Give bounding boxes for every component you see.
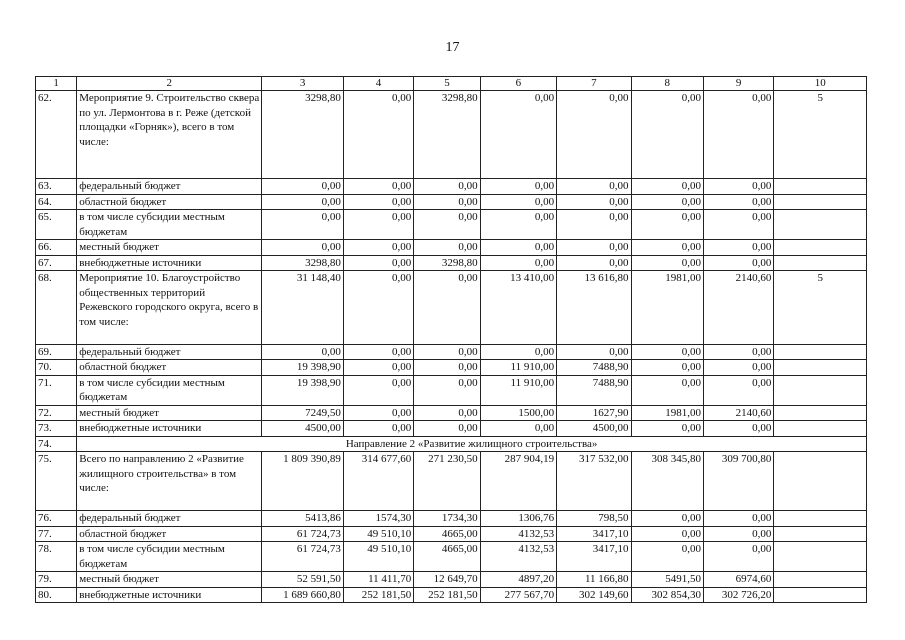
value-col-3: 61 724,73 (262, 526, 343, 542)
value-col-8: 0,00 (631, 360, 703, 376)
table-row (36, 542, 867, 572)
row-number: 78. (36, 542, 77, 572)
table-row (36, 91, 867, 179)
row-number: 62. (36, 91, 77, 179)
value-col-6: 4132,53 (480, 526, 556, 542)
row-number: 63. (36, 179, 77, 195)
value-col-10 (774, 375, 867, 405)
value-col-4: 0,00 (343, 194, 413, 210)
row-name: областной бюджет (77, 194, 262, 210)
column-number-9: 9 (703, 77, 773, 91)
value-col-8: 302 854,30 (631, 587, 703, 603)
value-col-8: 0,00 (631, 240, 703, 256)
value-col-9: 302 726,20 (703, 587, 773, 603)
value-col-5: 4665,00 (414, 542, 480, 572)
column-number-8: 8 (631, 77, 703, 91)
value-col-7: 13 616,80 (557, 271, 631, 345)
column-number-3: 3 (262, 77, 343, 91)
value-col-4: 0,00 (343, 91, 413, 179)
value-col-6: 13 410,00 (480, 271, 556, 345)
value-col-10 (774, 344, 867, 360)
direction-heading: Направление 2 «Развитие жилищного строительства» (77, 436, 867, 452)
row-name: местный бюджет (77, 240, 262, 256)
table-row (36, 344, 867, 360)
value-col-3: 31 148,40 (262, 271, 343, 345)
row-number: 67. (36, 255, 77, 271)
row-number: 77. (36, 526, 77, 542)
value-col-10: 5 (774, 271, 867, 345)
value-col-9: 0,00 (703, 179, 773, 195)
value-col-4: 0,00 (343, 271, 413, 345)
page-number: 17 (445, 40, 460, 55)
value-col-5: 0,00 (414, 210, 480, 240)
row-name: в том числе субсидии местным бюджетам (77, 210, 262, 240)
value-col-7: 798,50 (557, 511, 631, 527)
value-col-5: 252 181,50 (414, 587, 480, 603)
value-col-6: 0,00 (480, 210, 556, 240)
value-col-4: 11 411,70 (343, 572, 413, 588)
column-number-4: 4 (343, 77, 413, 91)
value-col-10 (774, 452, 867, 511)
row-name: местный бюджет (77, 405, 262, 421)
value-col-8: 0,00 (631, 255, 703, 271)
value-col-9: 0,00 (703, 194, 773, 210)
value-col-5: 12 649,70 (414, 572, 480, 588)
value-col-3: 4500,00 (262, 421, 343, 437)
value-col-3: 0,00 (262, 344, 343, 360)
value-col-10 (774, 179, 867, 195)
row-number: 73. (36, 421, 77, 437)
value-col-6: 4897,20 (480, 572, 556, 588)
row-number: 75. (36, 452, 77, 511)
value-col-8: 1981,00 (631, 405, 703, 421)
value-col-10 (774, 240, 867, 256)
table-row (36, 405, 867, 421)
value-col-9: 0,00 (703, 375, 773, 405)
value-col-9: 309 700,80 (703, 452, 773, 511)
value-col-3: 19 398,90 (262, 360, 343, 376)
value-col-5: 3298,80 (414, 91, 480, 179)
column-number-10: 10 (774, 77, 867, 91)
value-col-10 (774, 255, 867, 271)
value-col-8: 0,00 (631, 194, 703, 210)
table-row (36, 179, 867, 195)
value-col-6: 277 567,70 (480, 587, 556, 603)
value-col-9: 0,00 (703, 542, 773, 572)
table-row (36, 194, 867, 210)
value-col-6: 11 910,00 (480, 375, 556, 405)
value-col-5: 0,00 (414, 405, 480, 421)
value-col-4: 0,00 (343, 210, 413, 240)
value-col-6: 287 904,19 (480, 452, 556, 511)
row-number: 79. (36, 572, 77, 588)
value-col-8: 1981,00 (631, 271, 703, 345)
value-col-5: 271 230,50 (414, 452, 480, 511)
row-name: Всего по направлению 2 «Развитие жилищного строительства» в том числе: (77, 452, 262, 511)
value-col-6: 0,00 (480, 179, 556, 195)
value-col-5: 0,00 (414, 421, 480, 437)
row-name: федеральный бюджет (77, 511, 262, 527)
value-col-9: 0,00 (703, 360, 773, 376)
value-col-7: 3417,10 (557, 526, 631, 542)
value-col-3: 1 689 660,80 (262, 587, 343, 603)
value-col-4: 49 510,10 (343, 526, 413, 542)
value-col-10: 5 (774, 91, 867, 179)
value-col-5: 0,00 (414, 194, 480, 210)
value-col-5: 0,00 (414, 375, 480, 405)
value-col-10 (774, 511, 867, 527)
value-col-4: 1574,30 (343, 511, 413, 527)
row-name: федеральный бюджет (77, 344, 262, 360)
value-col-10 (774, 194, 867, 210)
table-row (36, 240, 867, 256)
value-col-9: 2140,60 (703, 271, 773, 345)
value-col-4: 0,00 (343, 421, 413, 437)
value-col-3: 0,00 (262, 210, 343, 240)
row-number: 72. (36, 405, 77, 421)
value-col-6: 0,00 (480, 240, 556, 256)
value-col-9: 0,00 (703, 240, 773, 256)
value-col-9: 0,00 (703, 526, 773, 542)
row-name: в том числе субсидии местным бюджетам (77, 375, 262, 405)
row-name: в том числе субсидии местным бюджетам (77, 542, 262, 572)
value-col-5: 3298,80 (414, 255, 480, 271)
value-col-5: 0,00 (414, 344, 480, 360)
value-col-3: 0,00 (262, 194, 343, 210)
value-col-10 (774, 587, 867, 603)
value-col-6: 1306,76 (480, 511, 556, 527)
value-col-3: 1 809 390,89 (262, 452, 343, 511)
value-col-7: 4500,00 (557, 421, 631, 437)
value-col-9: 0,00 (703, 344, 773, 360)
table-row (36, 360, 867, 376)
value-col-5: 0,00 (414, 179, 480, 195)
value-col-7: 0,00 (557, 91, 631, 179)
value-col-7: 0,00 (557, 194, 631, 210)
value-col-3: 52 591,50 (262, 572, 343, 588)
value-col-10 (774, 405, 867, 421)
value-col-4: 252 181,50 (343, 587, 413, 603)
value-col-10 (774, 360, 867, 376)
table-row (36, 210, 867, 240)
row-name: областной бюджет (77, 360, 262, 376)
value-col-4: 0,00 (343, 405, 413, 421)
table-row (36, 375, 867, 405)
value-col-6: 4132,53 (480, 542, 556, 572)
row-number: 71. (36, 375, 77, 405)
value-col-6: 1500,00 (480, 405, 556, 421)
row-number: 80. (36, 587, 77, 603)
value-col-8: 0,00 (631, 179, 703, 195)
budget-table (35, 76, 867, 603)
row-number: 74. (36, 436, 77, 452)
value-col-4: 0,00 (343, 360, 413, 376)
value-col-4: 0,00 (343, 240, 413, 256)
value-col-3: 7249,50 (262, 405, 343, 421)
value-col-4: 0,00 (343, 375, 413, 405)
value-col-6: 0,00 (480, 344, 556, 360)
table-row (36, 587, 867, 603)
value-col-8: 0,00 (631, 511, 703, 527)
row-name: внебюджетные источники (77, 255, 262, 271)
value-col-10 (774, 542, 867, 572)
row-number: 69. (36, 344, 77, 360)
row-name: Мероприятие 9. Строительство сквера по ул. Лермонтова в г. Реже (детской площадки «Горняк»), всего в том числе: (77, 91, 262, 179)
value-col-7: 0,00 (557, 179, 631, 195)
table-row (36, 526, 867, 542)
value-col-10 (774, 210, 867, 240)
column-number-5: 5 (414, 77, 480, 91)
value-col-8: 0,00 (631, 375, 703, 405)
value-col-9: 0,00 (703, 421, 773, 437)
value-col-9: 6974,60 (703, 572, 773, 588)
value-col-9: 0,00 (703, 511, 773, 527)
column-number-7: 7 (557, 77, 631, 91)
value-col-8: 0,00 (631, 421, 703, 437)
value-col-9: 0,00 (703, 255, 773, 271)
column-number-6: 6 (480, 77, 556, 91)
row-number: 65. (36, 210, 77, 240)
value-col-3: 61 724,73 (262, 542, 343, 572)
table-row (36, 452, 867, 511)
value-col-5: 0,00 (414, 240, 480, 256)
value-col-5: 1734,30 (414, 511, 480, 527)
value-col-7: 7488,90 (557, 360, 631, 376)
value-col-7: 7488,90 (557, 375, 631, 405)
table-row (36, 271, 867, 345)
value-col-7: 3417,10 (557, 542, 631, 572)
value-col-7: 0,00 (557, 210, 631, 240)
value-col-7: 0,00 (557, 240, 631, 256)
column-number-2: 2 (77, 77, 262, 91)
value-col-10 (774, 572, 867, 588)
value-col-3: 0,00 (262, 240, 343, 256)
value-col-7: 0,00 (557, 255, 631, 271)
value-col-6: 0,00 (480, 255, 556, 271)
value-col-10 (774, 421, 867, 437)
row-name: федеральный бюджет (77, 179, 262, 195)
value-col-7: 317 532,00 (557, 452, 631, 511)
value-col-4: 0,00 (343, 344, 413, 360)
row-number: 66. (36, 240, 77, 256)
value-col-9: 0,00 (703, 91, 773, 179)
column-number-row (36, 77, 867, 91)
value-col-5: 0,00 (414, 360, 480, 376)
value-col-8: 0,00 (631, 542, 703, 572)
value-col-4: 0,00 (343, 179, 413, 195)
value-col-7: 1627,90 (557, 405, 631, 421)
row-name: местный бюджет (77, 572, 262, 588)
row-name: Мероприятие 10. Благоустройство общественных территорий Режевского городского округа, всего в том числе: (77, 271, 262, 345)
row-name: областной бюджет (77, 526, 262, 542)
value-col-7: 0,00 (557, 344, 631, 360)
value-col-6: 0,00 (480, 421, 556, 437)
value-col-8: 0,00 (631, 91, 703, 179)
value-col-9: 0,00 (703, 210, 773, 240)
value-col-6: 0,00 (480, 91, 556, 179)
value-col-8: 0,00 (631, 344, 703, 360)
value-col-7: 11 166,80 (557, 572, 631, 588)
value-col-4: 49 510,10 (343, 542, 413, 572)
row-number: 70. (36, 360, 77, 376)
value-col-4: 314 677,60 (343, 452, 413, 511)
column-number-1: 1 (36, 77, 77, 91)
value-col-8: 0,00 (631, 210, 703, 240)
value-col-4: 0,00 (343, 255, 413, 271)
table-row (36, 255, 867, 271)
table-row (36, 572, 867, 588)
row-number: 64. (36, 194, 77, 210)
row-name: внебюджетные источники (77, 587, 262, 603)
value-col-3: 5413,86 (262, 511, 343, 527)
value-col-9: 2140,60 (703, 405, 773, 421)
row-number: 68. (36, 271, 77, 345)
value-col-6: 11 910,00 (480, 360, 556, 376)
value-col-3: 3298,80 (262, 255, 343, 271)
table-row (36, 421, 867, 437)
value-col-6: 0,00 (480, 194, 556, 210)
row-number: 76. (36, 511, 77, 527)
value-col-3: 0,00 (262, 179, 343, 195)
value-col-8: 308 345,80 (631, 452, 703, 511)
value-col-5: 0,00 (414, 271, 480, 345)
value-col-8: 5491,50 (631, 572, 703, 588)
value-col-8: 0,00 (631, 526, 703, 542)
value-col-7: 302 149,60 (557, 587, 631, 603)
table-row (36, 511, 867, 527)
table-row (36, 436, 867, 452)
row-name: внебюджетные источники (77, 421, 262, 437)
value-col-5: 4665,00 (414, 526, 480, 542)
value-col-10 (774, 526, 867, 542)
value-col-3: 19 398,90 (262, 375, 343, 405)
value-col-3: 3298,80 (262, 91, 343, 179)
